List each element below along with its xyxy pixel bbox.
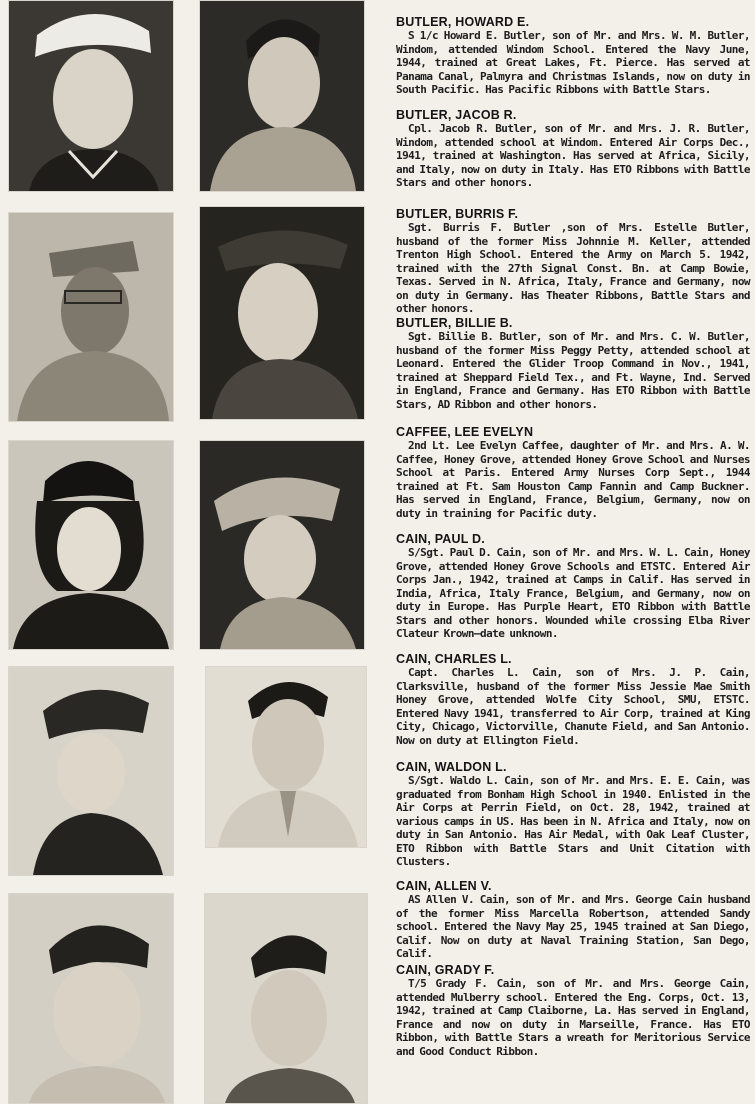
- photo-howard-butler: [8, 0, 174, 192]
- portrait-image: [9, 441, 173, 649]
- entry-billie-butler: [396, 317, 750, 411]
- entry-jacob-butler: [396, 109, 750, 190]
- portrait-image: [206, 667, 366, 847]
- entry-burris-butler: [396, 208, 750, 316]
- entry-name: CAIN, GRADY F.: [396, 963, 495, 977]
- portrait-image: [200, 441, 364, 649]
- entry-name: CAIN, WALDON L.: [396, 760, 507, 774]
- entry-text: Sgt. Burris F. Butler ,son of Mrs. Estelle Butler, husband of the former Miss Johnnie M. Keller, attended Trenton High School. Entered the Army on March 5. 1942, trained with the 27th Signal Const. Bn. at Camp Bowie, Texas. Served in N. Africa, Italy, France and Germany, now on duty in Germany. Has Theater Ribbons, Battle Stars and other honors.: [396, 221, 750, 315]
- entry-text: Cpl. Jacob R. Butler, son of Mr. and Mrs. J. R. Butler, Windom, attended school at Windom. Entered Air Corps Dec., 1941, trained at Washington. Has served at Africa, Sicily, and Italy, now on duty in Italy. Has ETO Ribbons with Battle Stars and other honors.: [396, 122, 750, 189]
- portrait-image: [9, 1, 173, 191]
- photo-allen-cain: [8, 893, 174, 1104]
- portrait-image: [9, 213, 173, 421]
- entry-text: S 1/c Howard E. Butler, son of Mr. and Mrs. W. M. Butler, Windom, attended Windom School. Entered the Navy June, 1944, trained at Great Lakes, Ft. Pierce. Has served at Panama Canal, Palmyra and Christmas Islands, now on duty in South Pacific. Has Pacific Ribbons with Battle Stars.: [396, 29, 750, 96]
- photo-jacob-butler: [199, 0, 365, 192]
- photo-lee-caffee: [8, 440, 174, 650]
- entry-howard-butler: [396, 16, 750, 97]
- photo-waldon-cain: [205, 666, 367, 848]
- entry-name: BUTLER, HOWARD E.: [396, 15, 530, 29]
- photo-grady-cain: [204, 893, 368, 1104]
- entry-waldon-cain: [396, 761, 750, 869]
- entry-allen-cain: [396, 880, 750, 961]
- photo-billie-butler: [199, 206, 365, 420]
- entry-name: CAIN, CHARLES L.: [396, 652, 512, 666]
- entry-text: T/5 Grady F. Cain, son of Mr. and Mrs. George Cain, attended Mulberry school. Entered the Eng. Corps, Oct. 13, 1942, trained at Camp Claiborne, La. Has served in England, France and now on duty in Marseille, France. Has ETO Ribbon, with Battle Stars a wreath for Meritorious Service and Good Conduct Ribbon.: [396, 977, 750, 1058]
- entry-name: BUTLER, BURRIS F.: [396, 207, 519, 221]
- entry-name: CAFFEE, LEE EVELYN: [396, 425, 534, 439]
- photo-paul-cain: [199, 440, 365, 650]
- entry-grady-cain: [396, 964, 750, 1058]
- entry-text: S/Sgt. Paul D. Cain, son of Mr. and Mrs. W. L. Cain, Honey Grove, attended Honey Grove Schools and ETSTC. Entered Air Corps Jan., 1942, trained at Camps in Calif. Has served in India, Africa, Italy France, Belgium, and Germany, now on duty in Europe. Has Purple Heart, ETO Ribbon with Battle Stars and other honors. Wounded while crossing Elba River Clateur Krown—date unknown.: [396, 546, 750, 640]
- entry-text: Capt. Charles L. Cain, son of Mrs. J. P. Cain, Clarksville, husband of the former Miss Jessie Mae Smith Honey Grove, attended Wolfe City School, SMU, ETSTC. Entered Navy 1941, transferred to Air Corp, trained at King City, Chicago, Victorville, Chanute Field, and San Antonio. Now on duty at Ellington Field.: [396, 666, 750, 747]
- entry-charles-cain: [396, 653, 750, 747]
- entry-text: S/Sgt. Waldo L. Cain, son of Mr. and Mrs. E. E. Cain, was graduated from Bonham High School in 1940. Enlisted in the Air Corps at Perrin Field, on Oct. 28, 1942, trained at various camps in US. Has been in N. Africa and Italy, now on duty in San Antonio. Has Air Medal, with Oak Leaf Cluster, ETO Ribbon with Battle Stars and Unit Citation with Clusters.: [396, 774, 750, 868]
- entry-name: BUTLER, JACOB R.: [396, 108, 517, 122]
- portrait-image: [205, 894, 367, 1103]
- entry-name: BUTLER, BILLIE B.: [396, 316, 513, 330]
- entry-paul-cain: [396, 533, 750, 641]
- entry-text: 2nd Lt. Lee Evelyn Caffee, daughter of Mr. and Mrs. A. W. Caffee, Honey Grove, attended Honey Grove School and Nurses School at Paris. Entered Army Nurses Corp Sept., 1944 trained at Ft. Sam Houston Camp Fannin and Camp Buckner. Has served in England, France, Belgium, Germany, now on duty in training for Pacific duty.: [396, 439, 750, 520]
- photo-charles-cain: [8, 666, 174, 876]
- entry-lee-caffee: [396, 426, 750, 520]
- entry-name: CAIN, ALLEN V.: [396, 879, 492, 893]
- portrait-image: [200, 207, 364, 419]
- portrait-image: [9, 667, 173, 875]
- portrait-image: [200, 1, 364, 191]
- entry-text: AS Allen V. Cain, son of Mr. and Mrs. George Cain husband of the former Miss Marcella Robertson, attended Sandy school. Entered the Navy May 25, 1945 trained at San Diego, Calif. Now on duty at Naval Training Station, San Dego, Calif.: [396, 893, 750, 960]
- photo-burris-butler: [8, 212, 174, 422]
- entry-text: Sgt. Billie B. Butler, son of Mr. and Mrs. C. W. Butler, husband of the former Miss Peggy Petty, attended school at Leonard. Entered the Glider Troop Command in Nov., 1941, trained at Sheppard Field Tex., and Ft. Wayne, Ind. Served in England, France and Germany. Has ETO Ribbon with Battle Stars, AD Ribbon and other honors.: [396, 330, 750, 411]
- portrait-image: [9, 894, 173, 1103]
- entry-name: CAIN, PAUL D.: [396, 532, 485, 546]
